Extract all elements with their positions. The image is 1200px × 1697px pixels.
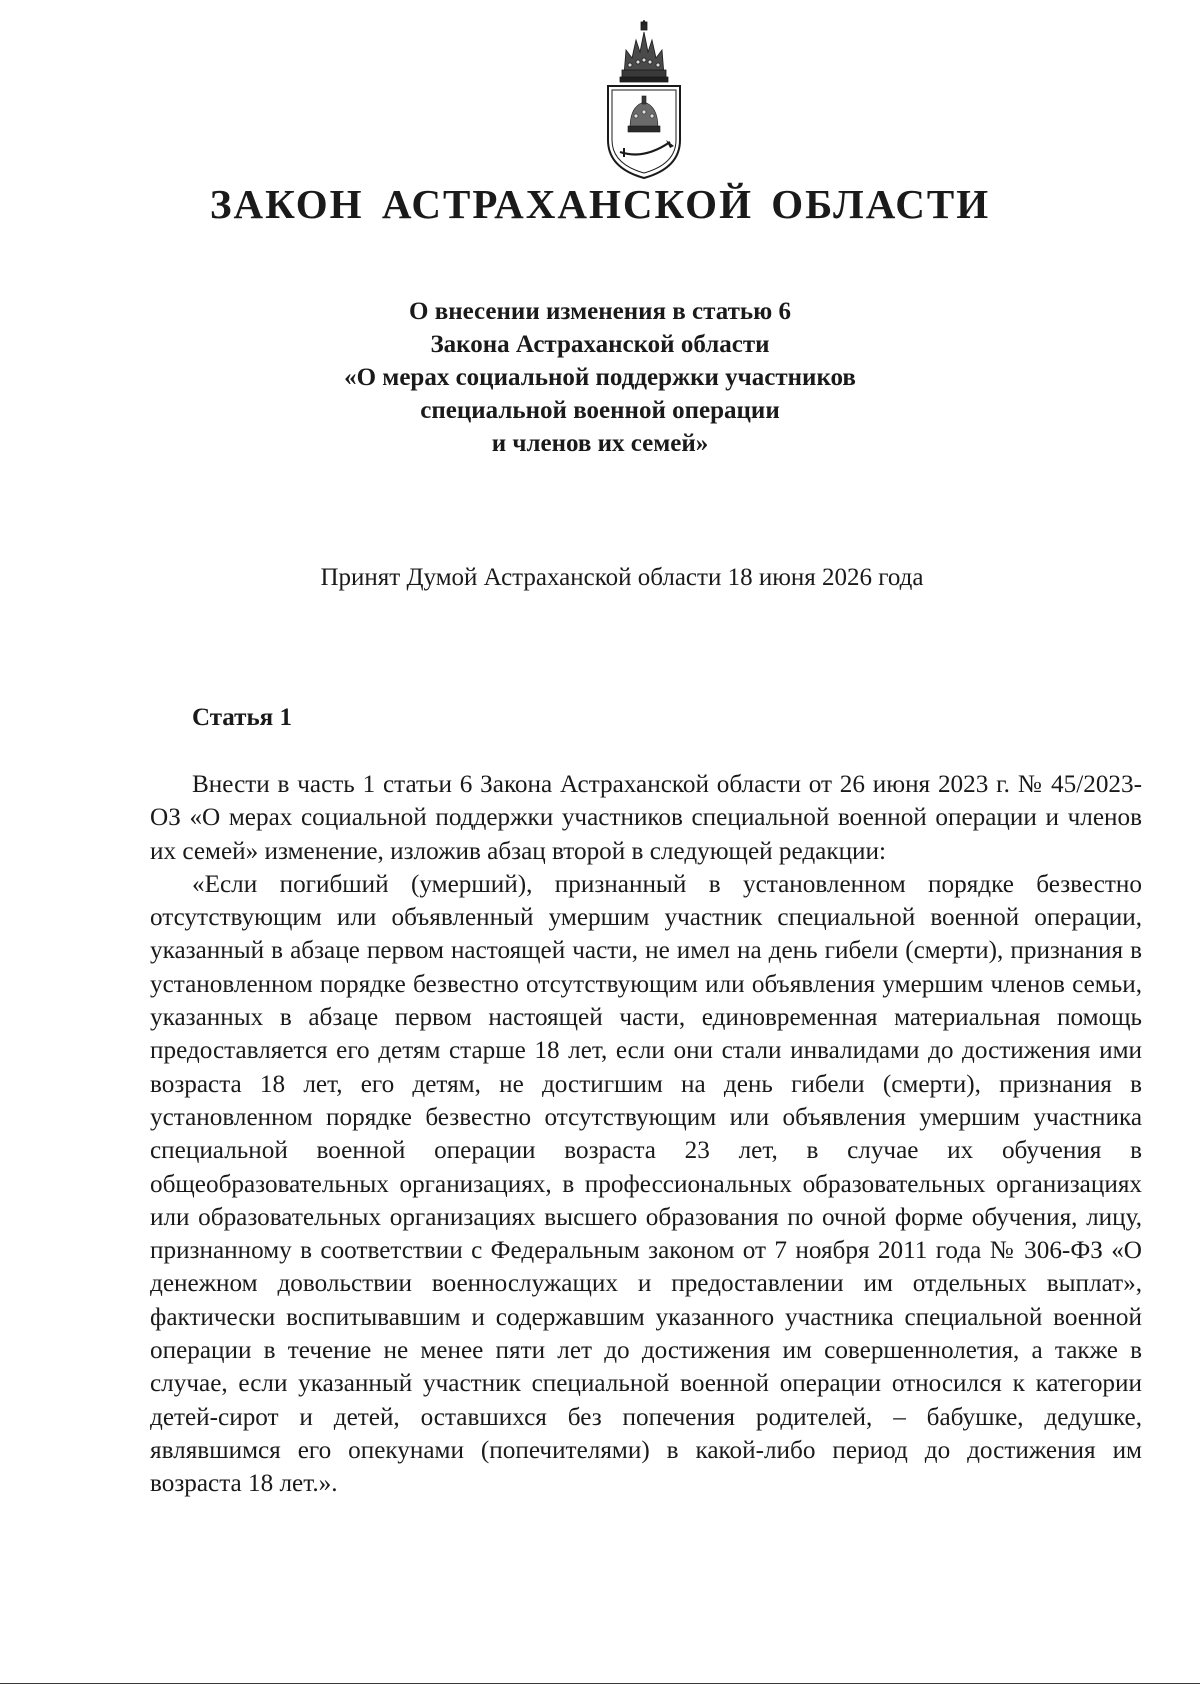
subtitle-line: Закона Астраханской области bbox=[430, 331, 770, 358]
subtitle-line: «О мерах социальной поддержки участников bbox=[344, 364, 856, 391]
law-title: ЗАКОН АСТРАХАНСКОЙ ОБЛАСТИ bbox=[209, 181, 991, 227]
article-body bbox=[150, 768, 1142, 1501]
subtitle-line: О внесении изменения в статью 6 bbox=[409, 298, 791, 325]
coat-of-arms-icon bbox=[594, 20, 694, 180]
subtitle-line: и членов их семей» bbox=[491, 430, 709, 457]
article-heading: Статья 1 bbox=[192, 704, 292, 731]
page-bottom-divider bbox=[0, 1683, 1200, 1684]
law-subtitle bbox=[0, 295, 1200, 460]
adoption-note: Принят Думой Астраханской области 18 июня 2026 года bbox=[320, 564, 924, 591]
subtitle-line: специальной военной операции bbox=[420, 397, 780, 424]
paragraph: «Если погибший (умерший), признанный в установленном порядке безвестно отсутствующим или объявленный умершим участник специальной военной операции, указанный в абзаце первом настоящей части, не имел на день гибели (смерти), признания в установленном порядке безвестно отсутствующим или объявления умершим членов семьи, указанных в абзаце первом настоящей части, единовременная материальная помощь предоставляется его детям старше 18 лет, если они стали инвалидами до достижения ими возраста 18 лет, его детям, не достигшим на день гибели (смерти), признания в установленном порядке безвестно отсутствующим или объявления умершим участника специальной военной операции возраста 23 лет, в случае их обучения в общеобразовательных организациях, в профессиональных образовательных организациях или образовательных организациях высшего образования по очной форме обучения, лицу, признанному в соответствии с Федеральным законом от 7 ноября 2011 года № 306-ФЗ «О денежном довольствии военнослужащих и предоставлении им отдельных выплат», фактически воспитывавшим и содержавшим указанного участника специальной военной операции в течение не менее пяти лет до достижения им совершеннолетия, а также в случае, если указанный участник специальной военной операции относился к категории детей-сирот и детей, оставшихся без попечения родителей, – бабушке, дедушке, являвшимся его опекунами (попечителями) в какой-либо период до достижения им возраста 18 лет.». bbox=[150, 870, 1142, 1498]
paragraph: Внести в часть 1 статьи 6 Закона Астраханской области от 26 июня 2023 г. № 45/2023-ОЗ «О мерах социальной поддержки участников специальной военной операции и членов их семей» изменение, изложив абзац второй в следующей редакции: bbox=[150, 771, 1142, 865]
